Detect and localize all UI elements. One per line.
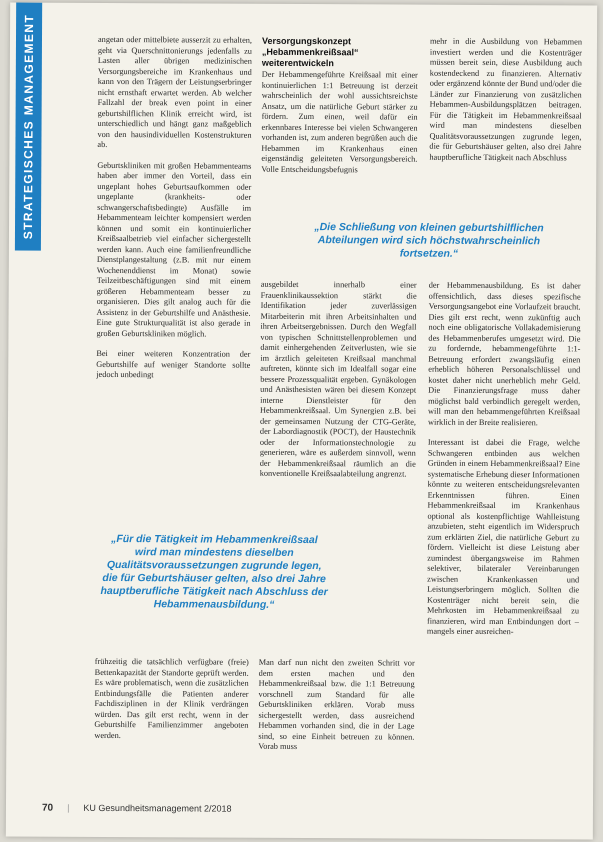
column-2-bottom bbox=[258, 658, 415, 763]
column-2-middle bbox=[260, 280, 417, 490]
paragraph: ausgebildet innerhalb einer Frauenklinikaussektion stärkt die Identifikation jeder zuverlässigen Mitarbeiterin mit ihren Arbeitsinhalten und ihren Arbeitsergebnissen. Durch den Wegfall von typischen Schnittstellenproblemen und damit einhergehenden Zeitverlusten, wie sie im ärztlich geleiteten Kreißsaal manchmal auftreten, könnte sich im Idealfall sogar eine bessere Prozessqualität ergeben. Gynäkologen und Anästhesisten wären bei diesem Konzept interne Dienstleister für den Hebammenkreißsaal. Um Synergien z.B. bei der gemeinsamen Nutzung der CTG-Geräte, der Labordiagnostik (POCT), der Haustechnik oder der Informationstechnologie zu generieren, wäre es außerdem sinnvoll, wenn der Hebammenkreißsaal räumlich an die konventionelle Kreißsaalabteilung angrenzt. bbox=[259, 279, 417, 479]
page-footer bbox=[42, 803, 232, 815]
column-1-top bbox=[96, 35, 252, 391]
page-number: 70 bbox=[41, 802, 54, 814]
paragraph: frühzeitig die tatsächlich verfügbare (freie) Bettenkapazität der Standorte geprüft werden. Es wäre problematisch, wenn die zusätzlichen Entbindungsfälle die Patienten anderer Fachdisziplinen in der Klinik verdrängen würden. Das gilt erst recht, wenn in der Geburtshilfe Familienzimmer angeboten werden. bbox=[94, 656, 249, 740]
section-banner bbox=[15, 3, 42, 251]
paragraph: Der Hebammengeführte Kreißsaal mit einer kontinuierlichen 1:1 Betreuung ist derzeit wahrscheinlich der wohl aussichtsreichste Ansatz, um die natürliche Geburt stärker zu fördern. Zum einen, weil dafür ein erkennbares Interesse bei vielen Schwangeren vorhanden ist, zum anderen begrüßen auch die Hebammen im Krankenhaus einen eigenständig geleiteten Versorgungsbereich. Volle Entscheidungsbefugnis bbox=[261, 69, 418, 174]
pull-quote-closure: „Die Schließung von kleinen geburtshilflichen Abteilungen wird sich höchstwahrscheinlich fortsetzen.“ bbox=[314, 221, 544, 260]
magazine-page bbox=[6, 2, 597, 839]
paragraph: der Hebammenausbildung. Es ist daher offensichtlich, dass dieses spezifische Versorgungsangebot eine Vorlaufzeit braucht. Dies gilt erst recht, wenn zukünftig auch noch eine obligatorische Vollakademisierung des Hebammenberufes umgesetzt wird. Die zu fordernde, hebammengeführte 1:1-Betreuung erfordert zwangsläufig einen erheblich höheren Personalschlüssel und kostet daher nicht unerheblich mehr Geld. Die Finanzierungsfrage muss daher möglichst bald verbindlich geregelt werden, will man den hebammengeführten Kreißsaal wirklich in der Breite realisieren. bbox=[427, 280, 581, 427]
paragraph: Geburtskliniken mit großen Hebammenteams haben aber immer den Vorteil, dass ein ungeplant hohes Geburtsaufkommen oder ungeplante (krankheits- oder schwangerschaftsbedingte) Ausfälle im Hebammenteam leichter kompensiert werden können und somit ein kontinuierlicher Kreißsaalbetrieb viel einfacher sichergestellt werden kann. Auch eine familienfreundliche Dienstplangestaltung (z.B. mit nur einem Wochenenddienst im Monat) sowie Teilzeitbeschäftigungen sind mit einem größeren Hebammenteam besser zu organisieren. Dies gilt analog auch für die Assistenz in der Geburtshilfe und Anästhesie. Eine gute Strukturqualität ist also gerade in großen Geburtskliniken möglich. bbox=[96, 160, 252, 339]
footer-separator: | bbox=[67, 802, 70, 813]
paragraph: Bei einer weiteren Konzentration der Geburtshilfe auf weniger Standorte sollte jedoch unbedingt bbox=[96, 348, 251, 380]
column-3-middle bbox=[427, 281, 581, 648]
paragraph: mehr in die Ausbildung von Hebammen investiert werden und die Kostenträger müssen bereit sein, diese Ausbildung auch kostendeckend zu finanzieren. Alternativ oder ergänzend könnte der Bund und/oder die Länder zur Finanzierung von zusätzlichen Hebammen-Ausbildungsplätzen beitragen. Für die Tätigkeit im Hebammenkreißsaal wird man mindestens dieselben Qualitätsvoraussetzungen zugrunde legen, die für Geburtshäuser gelten, also drei Jahre hauptberufliche Tätigkeit nach Abschluss bbox=[429, 36, 583, 162]
paragraph: Man darf nun nicht den zweiten Schritt vor dem ersten machen und den Hebammenkreißsaal bzw. die 1:1 Betreuung vorschnell zum Standard für alle Geburtskliniken erklären. Vorab muss sichergestellt werden, dass ausreichend Hebammen vorhanden sind, die in der Lage sind, so eine Einheit betreuen zu können. Vorab muss bbox=[258, 657, 415, 751]
paragraph: angetan oder mittelbiete ausserzit zu erhalten, geht via Querschnittonierungs jedenfalls zu Lasten aller übrigen medizinischen Versorgungsbereiche im Krankenhaus und kann von den Trägern der Leistungserbringer nicht ernsthaft erwartet werden. Ab welcher Fallzahl der break even point in einer geburtshilflichen Klinik erreicht wird, ist unterschiedlich und hängt ganz maßgeblich von den hausindividuellen Kostenstrukturen ab. bbox=[97, 34, 253, 149]
column-2-top bbox=[261, 36, 418, 186]
column-3-top bbox=[429, 37, 582, 174]
section-banner-label: STRATEGISCHES MANAGEMENT bbox=[20, 13, 37, 240]
column-1-bottom bbox=[94, 657, 248, 752]
paragraph: Interessant ist dabei die Frage, welche Schwangeren entbinden aus welchen Gründen in einem Hebammenkreißsaal? Eine systematische Erhebung dieser Informationen könnte zu weiteren entscheidungsrelevanten Erkenntnissen führen. Einen Hebammenkreißsaal im Krankenhaus optional als kostenpflichtige Wahlleistung anzubieten, steht eigentlich im Widerspruch zum erklärten Ziel, die natürliche Geburt zu fördern. Vielleicht ist diese Leistung aber zumindest übergangsweise im Rahmen selektiver, bilateraler Vereinbarungen zwischen Krankenkassen und Leistungserbringern möglich. Sollten die Kostenträger nicht bereit sein, die Mehrkosten im Hebammenkreißsaal zu finanzieren, wird man Entbindungen dort – mangels einer ausreichen- bbox=[426, 437, 580, 637]
publication-name: KU Gesundheitsmanagement 2/2018 bbox=[83, 802, 232, 814]
section-heading: Versorgungskonzept „Hebammenkreißsaal“ weiterentwickeln bbox=[261, 35, 359, 69]
pull-quote-qualification: „Für die Tätigkeit im Hebammenkreißsaal wird man mindestens dieselben Qualitätsvoraussetzungen zugrunde legen, die für Geburtshäuser gelten, also drei Jahre hauptberufliche Tätigkeit nach Abschluss der Hebammenausbildung.“ bbox=[100, 533, 328, 611]
